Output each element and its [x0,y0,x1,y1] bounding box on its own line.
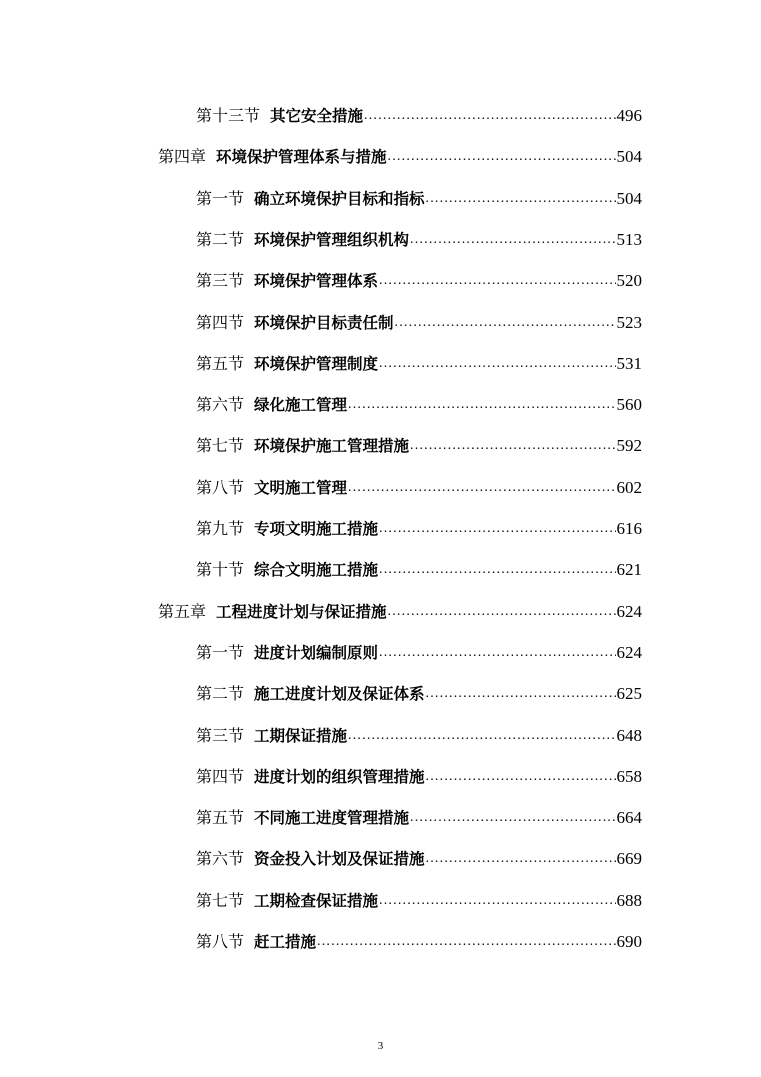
toc-entry-label: 第二节 [196,684,245,704]
toc-dot-leader [317,932,615,952]
toc-entry-label: 第四节 [196,766,245,786]
toc-entry-page-number: 504 [616,147,642,167]
toc-entry-page-number: 621 [616,560,642,580]
toc-entry-page-number: 520 [616,271,642,291]
toc-dot-leader [388,147,616,167]
toc-dot-leader [379,519,615,539]
toc-entry-label: 第七节 [196,436,245,456]
toc-entry-title: 不同施工进度管理措施 [254,809,410,828]
toc-entry-title: 文明施工管理 [254,478,348,497]
toc-dot-leader [426,849,616,869]
toc-chapter-entry[interactable] [158,131,642,167]
toc-entry-title: 环境保护施工管理措施 [254,437,410,456]
toc-section-entry[interactable] [196,255,642,291]
toc-section-entry[interactable] [196,173,642,209]
toc-entry-page-number: 624 [616,642,642,662]
toc-entry-label: 第六节 [196,849,245,869]
toc-entry-page-number: 616 [616,519,642,538]
toc-entry-title: 工期保证措施 [254,726,348,745]
toc-entry-title: 确立环境保护目标和指标 [254,189,425,208]
toc-section-entry[interactable] [196,916,642,952]
toc-entry-title: 环境保护管理制度 [254,354,379,373]
toc-entry-label: 第五节 [196,353,245,373]
toc-section-entry[interactable] [196,668,642,704]
toc-entry-title: 综合文明施工措施 [254,561,379,580]
toc-section-entry[interactable] [196,379,642,415]
toc-entry-label: 第二节 [196,229,245,249]
toc-entry-label: 第三节 [196,725,245,745]
toc-entry-page-number: 592 [616,436,642,456]
toc-dot-leader [364,106,615,126]
toc-entry-title: 进度计划编制原则 [254,643,379,662]
toc-entry-label: 第八节 [196,477,245,497]
toc-entry-label: 第七节 [196,890,245,910]
toc-entry-page-number: 688 [616,890,642,910]
toc-entry-label: 第九节 [196,519,245,538]
toc-dot-leader [410,230,615,250]
toc-section-entry[interactable] [196,503,642,539]
toc-dot-leader [388,602,616,622]
toc-entry-page-number: 523 [616,312,642,332]
toc-entry-page-number: 513 [616,229,642,249]
toc-section-entry[interactable] [196,462,642,498]
toc-section-entry[interactable] [196,297,642,333]
toc-entry-label: 第十节 [196,560,245,580]
toc-entry-label: 第三节 [196,271,245,291]
toc-entry-page-number: 560 [616,395,642,415]
toc-entry-title: 环境保护管理体系与措施 [216,148,387,167]
toc-dot-leader [348,726,615,746]
toc-section-entry[interactable] [196,420,642,456]
toc-entry-page-number: 658 [616,766,642,786]
toc-entry-title: 进度计划的组织管理措施 [254,767,425,786]
toc-entry-page-number: 496 [616,106,642,125]
toc-entry-title: 环境保护管理组织机构 [254,230,410,249]
toc-dot-leader [410,436,615,456]
toc-entry-title: 绿化施工管理 [254,396,348,415]
toc-entry-title: 专项文明施工措施 [254,520,379,538]
toc-dot-leader [379,891,615,911]
toc-chapter-entry[interactable] [158,586,642,622]
toc-section-entry[interactable] [196,544,642,580]
toc-dot-leader [426,767,616,787]
toc-entry-page-number: 664 [616,808,642,828]
toc-entry-label: 第十三节 [196,106,261,125]
toc-entry-page-number: 690 [616,932,642,951]
toc-dot-leader [379,271,615,291]
toc-entry-page-number: 669 [616,849,642,869]
toc-entry-title: 工程进度计划与保证措施 [216,602,387,621]
toc-entry-title: 工期检查保证措施 [254,891,379,910]
toc-entry-title: 施工进度计划及保证体系 [254,685,425,704]
toc-entry-title: 环境保护目标责任制 [254,313,394,332]
toc-dot-leader [379,560,615,580]
toc-dot-leader [348,395,615,415]
toc-entry-page-number: 531 [616,353,642,373]
toc-section-entry[interactable] [196,214,642,250]
toc-entry-title: 资金投入计划及保证措施 [254,850,425,869]
toc-dot-leader [410,808,615,828]
toc-section-entry[interactable] [196,627,642,663]
toc-entry-label: 第八节 [196,932,245,951]
toc-entry-label: 第四节 [196,312,245,332]
toc-entry-page-number: 624 [616,601,642,621]
toc-entry-page-number: 602 [616,477,642,497]
toc-section-entry[interactable] [196,90,642,126]
toc-dot-leader [379,643,615,663]
toc-entry-label: 第五节 [196,808,245,828]
toc-dot-leader [395,313,616,333]
toc-entry-title: 赶工措施 [254,933,317,951]
toc-entry-label: 第四章 [158,147,207,167]
page-number: 3 [377,1040,384,1052]
toc-section-entry[interactable] [196,875,642,911]
toc-entry-label: 第一节 [196,188,245,208]
toc-entry-page-number: 504 [616,188,642,208]
toc-dot-leader [426,684,616,704]
toc-dot-leader [348,478,615,498]
toc-entry-label: 第六节 [196,395,245,415]
toc-section-entry[interactable] [196,338,642,374]
toc-entry-page-number: 625 [616,684,642,704]
toc-dot-leader [379,354,615,374]
toc-entry-title: 环境保护管理体系 [254,272,379,291]
toc-entry-page-number: 648 [616,725,642,745]
toc-section-entry[interactable] [196,833,642,869]
toc-entry-title: 其它安全措施 [270,107,364,125]
toc-section-entry[interactable] [196,792,642,828]
toc-entry-label: 第五章 [158,601,207,621]
toc-section-entry[interactable] [196,710,642,746]
toc-dot-leader [426,189,616,209]
toc-entry-label: 第一节 [196,642,245,662]
toc-section-entry[interactable] [196,751,642,787]
